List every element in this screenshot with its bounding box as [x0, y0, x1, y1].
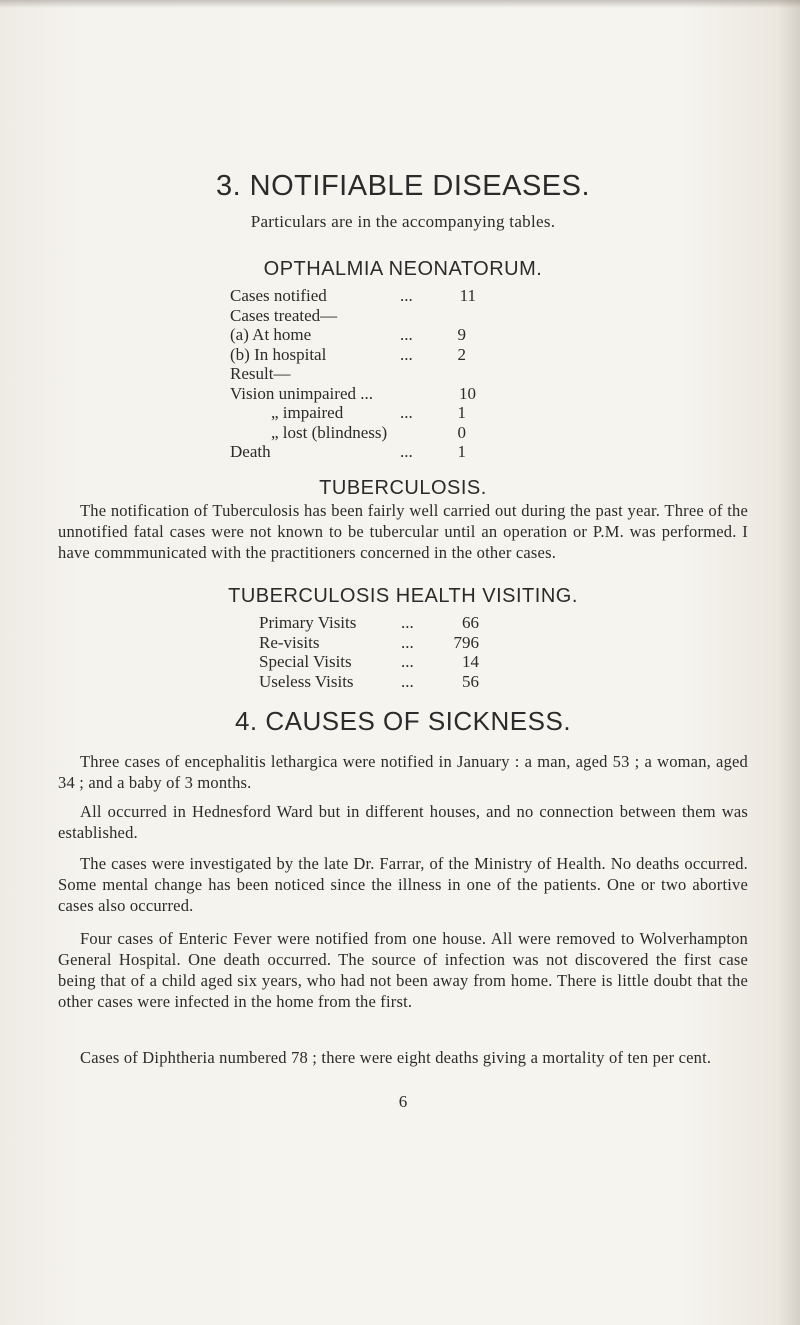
row-value: 2: [457, 344, 466, 364]
table-row: [259, 613, 499, 633]
row-label: Cases treated—: [230, 305, 338, 325]
row-label: Result—: [230, 364, 291, 383]
row-label: Special Visits: [259, 652, 352, 671]
row-label: (a) At home: [230, 325, 312, 344]
row-label: Useless Visits: [259, 671, 354, 691]
table-row: [230, 364, 480, 384]
row-label: Vision unimpaired ...: [230, 383, 373, 403]
row-dots: ...: [400, 442, 413, 461]
row-label: Re-visits: [259, 632, 320, 652]
section-3-intro: Particulars are in the accompanying tables.: [250, 212, 556, 231]
section-3-title: 3. NOTIFIABLE DISEASES.: [215, 170, 591, 202]
row-value: 14: [462, 652, 479, 671]
table-row: [259, 672, 499, 692]
encephalitis-paragraph: Three cases of encephalitis lethargica were notified in January : a man, aged 53 ; a woman, aged 34 ; and a baby of 3 months.: [58, 752, 748, 792]
row-dots: ...: [401, 613, 414, 632]
tuberculosis-title: TUBERCULOSIS.: [319, 477, 487, 499]
table-row: [230, 423, 480, 443]
row-value: 56: [462, 671, 479, 691]
row-value: 1: [457, 442, 466, 461]
page-top-shadow: [0, 0, 800, 8]
row-label: Primary Visits: [259, 613, 357, 632]
diphtheria-paragraph: Cases of Diphtheria numbered 78 ; there were eight deaths giving a mortality of ten per cent.: [80, 1048, 712, 1067]
row-dots: ...: [400, 403, 413, 422]
row-value: 796: [453, 632, 479, 652]
page-right-shadow: [778, 0, 800, 1325]
row-dots: ...: [400, 286, 413, 305]
table-row: [259, 652, 499, 672]
row-value: 66: [462, 613, 479, 632]
row-label: Death: [230, 442, 271, 461]
table-row: [230, 345, 480, 365]
enteric-fever-paragraph: Four cases of Enteric Fever were notified from one house. All were removed to Wolverhampton General Hospital. One death occurred. The source of infection was not discovered the first case being that of a child aged six years, who had not been away from home. There is little doubt that the other cases were infected in the home from the first.: [58, 929, 748, 1011]
row-dots: ...: [400, 344, 413, 364]
table-row: [230, 403, 480, 423]
row-value: 0: [457, 422, 466, 442]
row-dots: ...: [400, 325, 413, 344]
row-value: 1: [457, 403, 466, 422]
table-row: [230, 325, 480, 345]
opthalmia-title: OPTHALMIA NEONATORUM.: [263, 258, 543, 280]
table-row: [259, 633, 499, 653]
hednesford-paragraph: All occurred in Hednesford Ward but in different houses, and no connection between them was established.: [58, 802, 748, 842]
row-dots: ...: [401, 632, 414, 652]
tuberculosis-paragraph: The notification of Tuberculosis has been fairly well carried out during the past year. Three of the unnotified fatal cases were not known to be tubercular until an operation or P.M. was performed. I have commmunicated with the practitioners concerned in the other cases.: [58, 501, 748, 562]
table-row: [230, 286, 480, 306]
row-value: 9: [457, 325, 466, 344]
page-number: 6: [398, 1092, 408, 1111]
row-label: „ lost (blindness): [271, 422, 388, 442]
opthalmia-table: [230, 286, 480, 462]
row-dots: ...: [401, 652, 414, 671]
investigation-paragraph: The cases were investigated by the late Dr. Farrar, of the Ministry of Health. No deaths occurred. Some mental change has been noticed since the illness in one of the patients. One or two abortive cases also occurred.: [58, 854, 748, 915]
row-value: 10: [459, 383, 476, 403]
table-row: [230, 442, 480, 462]
row-label: (b) In hospital: [230, 344, 327, 364]
section-4-title: 4. CAUSES OF SICKNESS.: [234, 706, 572, 736]
row-label: Cases notified: [230, 286, 327, 305]
visiting-title: TUBERCULOSIS HEALTH VISITING.: [228, 585, 578, 607]
row-dots: ...: [401, 671, 414, 691]
table-row: [230, 306, 480, 326]
row-value: 11: [459, 286, 476, 305]
table-row: [230, 384, 480, 404]
row-label: „ impaired: [271, 403, 344, 422]
visiting-table: [259, 613, 499, 691]
